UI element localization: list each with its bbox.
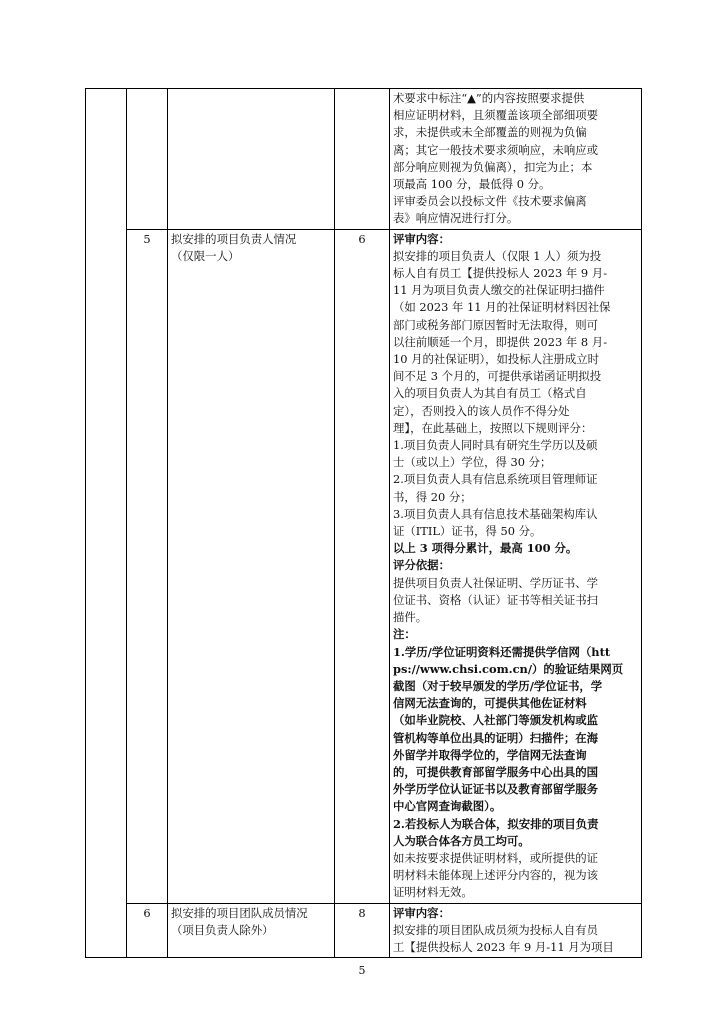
- weight-value: 6: [335, 229, 390, 903]
- content-line: 书，得 20 分；: [393, 489, 472, 504]
- table-row: [86, 229, 642, 903]
- scoring-table: [85, 88, 642, 958]
- row-number: 5: [127, 229, 168, 903]
- evaluation-item: [168, 229, 335, 903]
- category-cell: [86, 89, 127, 958]
- content-line: 工【提供投标人 2023 年 9 月-11 月为项目: [393, 939, 614, 954]
- content-line: 11 月为项目负责人缴交的社保证明扫描件: [393, 283, 605, 298]
- content-line: 人为联合体各方员工均可。: [393, 833, 530, 848]
- content-line: 间不足 3 个月的，可提供承诺函证明拟投: [393, 369, 602, 384]
- content-line: 信网无法查询的，可提供其他佐证材料: [393, 696, 587, 711]
- content-line: 入的项目负责人为其自有员工（格式自: [393, 386, 587, 401]
- content-line: 1.项目负责人同时具有研究生学历以及硕: [393, 438, 598, 453]
- content-line: 1.学历/学位证明资料还需提供学信网（htt: [393, 644, 611, 659]
- content-line: 以上 3 项得分累计，最高 100 分。: [393, 541, 578, 556]
- evaluation-item: [168, 903, 335, 958]
- weight-value: [335, 89, 390, 230]
- content-line: 管机构等单位出具的证明）扫描件；在海: [393, 730, 599, 745]
- content-line: （如 2023 年 11 月的社保证明材料因社保: [393, 300, 611, 315]
- content-line: 标人自有员工【提供投标人 2023 年 9 月-: [393, 266, 608, 281]
- content-line: 评分依据：: [393, 558, 450, 573]
- content-line: 的，可提供教育部留学服务中心出具的国: [393, 764, 599, 779]
- evaluation-content: [390, 89, 642, 230]
- content-line: 离；其它一般技术要求须响应，未响应或: [393, 142, 599, 157]
- content-line: 评审内容：: [393, 905, 450, 920]
- content-line: 证明材料无效。: [393, 885, 473, 900]
- content-line: 注：: [393, 627, 416, 642]
- evaluation-item-line: （仅限一人）: [171, 248, 240, 263]
- content-line: （如毕业院校、人社部门等颁发机构或监: [393, 713, 599, 728]
- evaluation-item-line: （项目负责人除外）: [171, 922, 274, 937]
- evaluation-item: [168, 89, 335, 230]
- content-line: 外留学并取得学位的，学信网无法查询: [393, 747, 587, 762]
- content-line: 定），否则投入的该人员作不得分处: [393, 403, 570, 418]
- content-line: 外学历学位认证证书以及教育部留学服务: [393, 782, 599, 797]
- content-line: 项最高 100 分，最低得 0 分。: [393, 177, 551, 192]
- evaluation-content: [390, 229, 642, 903]
- content-line: 部门或税务部门原因暂时无法取得，则可: [393, 317, 599, 332]
- content-line: 士（或以上）学位，得 30 分；: [393, 455, 552, 470]
- content-line: 描件。: [393, 610, 428, 625]
- evaluation-item-line: 拟安排的项目负责人情况: [171, 231, 297, 246]
- content-line: 提供项目负责人社保证明、学历证书、学: [393, 575, 599, 590]
- content-line: 中心官网查询截图）。: [393, 799, 502, 814]
- content-line: 10 月的社保证明），如投标人注册成立时: [393, 352, 600, 367]
- content-line: 证（ITIL）证书，得 50 分。: [393, 524, 542, 539]
- evaluation-content: [390, 903, 642, 958]
- content-line: 评审委员会以投标文件《技术要求偏离: [393, 194, 587, 209]
- row-number: [127, 89, 168, 230]
- content-line: 求，未提供或未全部覆盖的则视为负偏: [393, 125, 587, 140]
- content-line: 位证书、资格（认证）证书等相关证书扫: [393, 592, 599, 607]
- evaluation-item-line: 拟安排的项目团队成员情况: [171, 905, 308, 920]
- row-number: 6: [127, 903, 168, 958]
- content-line: 以往前顺延一个月，即提供 2023 年 8 月-: [393, 334, 608, 349]
- content-line: 2.项目负责人具有信息系统项目管理师证: [393, 472, 598, 487]
- content-line: ps://www.chsi.com.cn/）的验证结果网页: [393, 661, 624, 676]
- content-line: 表》响应情况进行打分。: [393, 211, 519, 226]
- content-line: 相应证明材料，且须覆盖该项全部细项要: [393, 108, 599, 123]
- page-number: 5: [358, 964, 366, 977]
- content-line: 如未按要求提供证明材料，或所提供的证: [393, 850, 599, 865]
- content-line: 2.若投标人为联合体，拟安排的项目负责: [393, 816, 599, 831]
- weight-value: 8: [335, 903, 390, 958]
- table-row: [86, 903, 642, 958]
- content-line: 明材料未能体现上述评分内容的，视为该: [393, 868, 599, 883]
- content-line: 评审内容：: [393, 231, 450, 246]
- content-line: 截图（对于较早颁发的学历/学位证书，学: [393, 678, 603, 693]
- table-row: [86, 89, 642, 230]
- content-line: 术要求中标注“▲”的内容按照要求提供: [393, 91, 585, 105]
- content-line: 拟安排的项目负责人（仅限 1 人）须为投: [393, 248, 602, 263]
- content-line: 拟安排的项目团队成员须为投标人自有员: [393, 922, 599, 937]
- scoring-table-body: [86, 89, 642, 958]
- content-line: 3.项目负责人具有信息技术基础架构库认: [393, 506, 598, 521]
- content-line: 部分响应则视为负偏离），扣完为止；本: [393, 159, 593, 174]
- content-line: 理】，在此基础上，按照以下规则评分：: [393, 420, 593, 435]
